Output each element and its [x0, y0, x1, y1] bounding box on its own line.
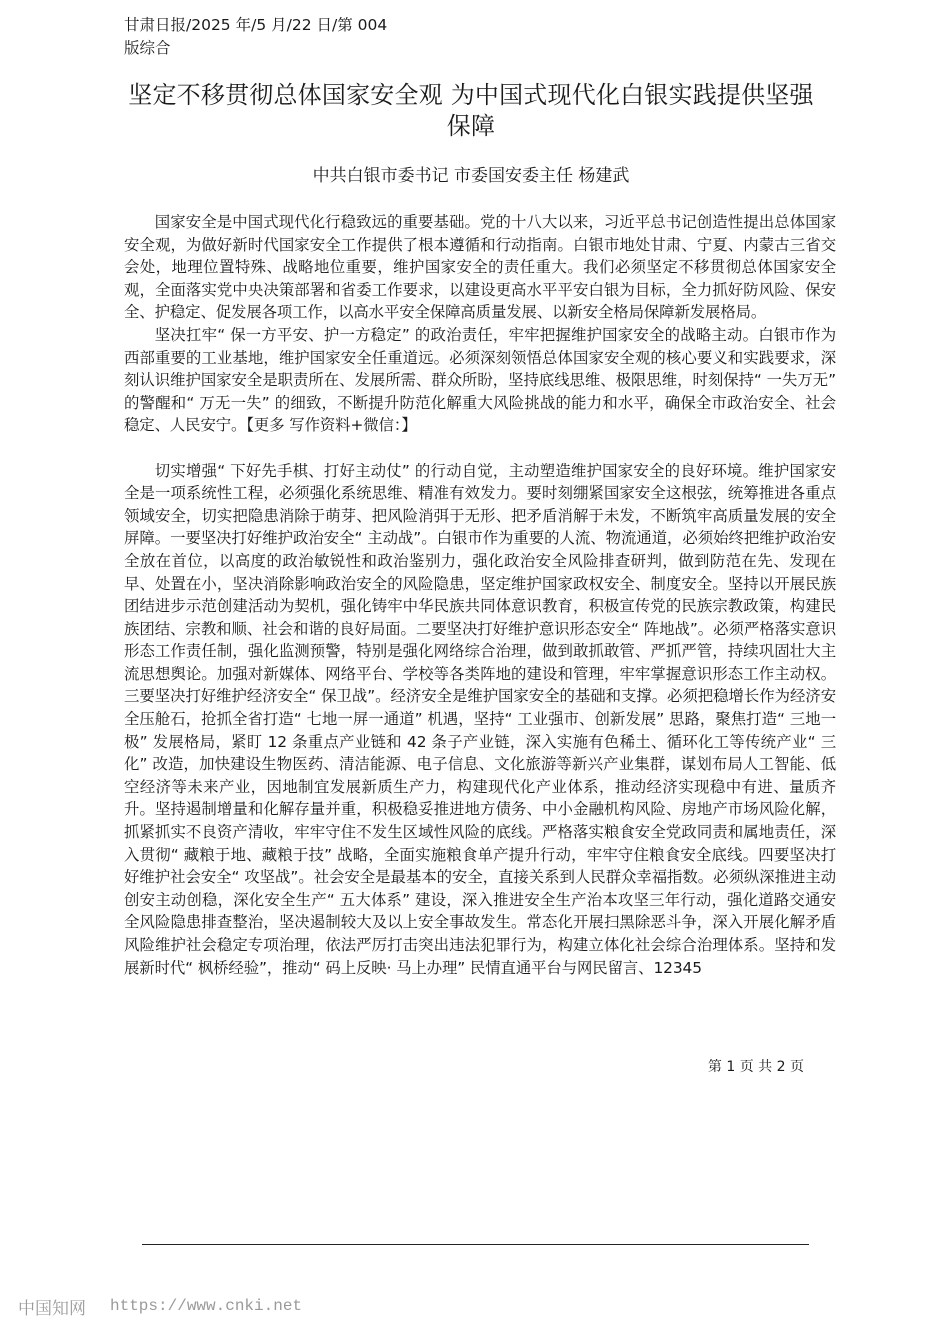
site-url-link[interactable]: https://www.cnki.net: [110, 1297, 303, 1315]
site-name: 中国知网: [18, 1298, 86, 1319]
publication-source-line: 甘肃日报/2025 年/5 月/22 日/第 004 版综合: [124, 16, 388, 57]
paragraph-1: 国家安全是中国式现代化行稳致远的重要基础。党的十八大以来，习近平总书记创造性提出总体国家安全观，为做好新时代国家安全工作提供了根本遵循和行动指南。白银市地处甘肃、宁夏、内蒙古三省交会处，地理位置特殊、战略地位重要，维护国家安全的责任重大。我们必须坚定不移贯彻总体国家安全观，全面落实党中央决策部署和省委工作要求，以建设更高水平平安白银为目标，全力抓好防风险、保安全、护稳定、促发展各项工作，以高水平安全保障高质量发展、以新安全格局保障新发展格局。: [124, 213, 836, 322]
paragraph-3: 切实增强“ 下好先手棋、打好主动仗” 的行动自觉，主动塑造维护国家安全的良好环境。维护国家安全是一项系统性工程，必须强化系统思维、精准有效发力。要时刻绷紧国家安全这根弦，统筹推进各重点领域安全，切实把隐患消除于萌芽、把风险消弭于无形、把矛盾消解于未发，不断筑牢高质量发展的安全屏障。一要坚决打好维护政治安全“ 主动战”。白银市作为重要的人流、物流通道，必须始终把维护政治安全放在首位，以高度的政治敏锐性和政治鉴别力，强化政治安全风险排查研判，做到防范在先、发现在早、处置在小，坚决消除影响政治安全的风险隐患，坚定维护国家政权安全、制度安全。坚持以开展民族团结进步示范创建活动为契机，强化铸牢中华民族共同体意识教育，积极宣传党的民族宗教政策，构建民族团结、宗教和顺、社会和谐的良好局面。二要坚决打好维护意识形态安全“ 阵地战”。必须严格落实意识形态工作责任制，强化监测预警，特别是强化网络综合治理，做到敢抓敢管、严抓严管，持续巩固壮大主流思想舆论。加强对新媒体、网络平台、学校等各类阵地的建设和管理，牢牢掌握意识形态工作主动权。三要坚决打好维护经济安全“ 保卫战”。经济安全是维护国家安全的基础和支撑。必须把稳增长作为经济安全压舱石，抢抓全省打造“ 七地一屏一通道” 机遇，坚持“ 工业强市、创新发展” 思路，聚焦打造“ 三地一极” 发展格局，紧盯 12 条重点产业链和 42 条子产业链，深入实施有色稀土、循环化工等传统产业“ 三化” 改造，加快建设生物医药、清洁能源、电子信息、文化旅游等新兴产业集群，谋划布局人工智能、低空经济等未来产业，因地制宜发展新质生产力，构建现代化产业体系，推动经济实现稳中有进、量质齐升。坚持遏制增量和化解存量并重，积极稳妥推进地方债务、中小金融机构风险、房地产市场风险化解，抓紧抓实不良资产清收，牢牢守住不发生区域性风险的底线。严格落实粮食安全党政同责和属地责任，深入贯彻“ 藏粮于地、藏粮于技” 战略，全面实施粮食单产提升行动，牢牢守住粮食安全底线。四要坚决打好维护社会安全“ 攻坚战”。社会安全是最基本的安全，直接关系到人民群众幸福指数。必须纵深推进主动创安主动创稳，深化安全生产“ 五大体系” 建设，深入推进安全生产治本攻坚三年行动，强化道路交通安全风险隐患排查整治，坚决遏制较大及以上安全事故发生。常态化开展扫黑除恶斗争，深入开展化解矛盾风险维护社会稳定专项治理，依法严厉打击突出违法犯罪行为，构建立体化社会综合治理体系。坚持和发展新时代“ 枫桥经验”，推动“ 码上反映· 马上办理” 民情直通平台与网民留言、12345: [124, 461, 836, 977]
article-title: 坚定不移贯彻总体国家安全观 为中国式现代化白银实践提供坚强保障: [128, 81, 814, 140]
article-body: [124, 211, 836, 979]
page-number: 第 1 页 共 2 页: [707, 1059, 804, 1075]
paragraph-2: 坚决扛牢“ 保一方平安、护一方稳定” 的政治责任，牢牢把握维护国家安全的战略主动。白银市作为西部重要的工业基地，维护国家安全任重道远。必须深刻领悟总体国家安全观的核心要义和实践要求，深刻认识维护国家安全是职责所在、发展所需、群众所盼，坚持底线思维、极限思维，时刻保持“ 一失万无” 的警醒和“ 万无一失” 的细致，不断提升防范化解重大风险挑战的能力和水平，确保全市政治安全、社会稳定、人民安宁。【更多 写作资料+微信：】: [124, 325, 836, 435]
footer-divider: [142, 1244, 809, 1245]
watermark-footer: [18, 1294, 302, 1318]
article-author: 中共白银市委书记 市委国安委主任 杨建武: [312, 166, 630, 186]
